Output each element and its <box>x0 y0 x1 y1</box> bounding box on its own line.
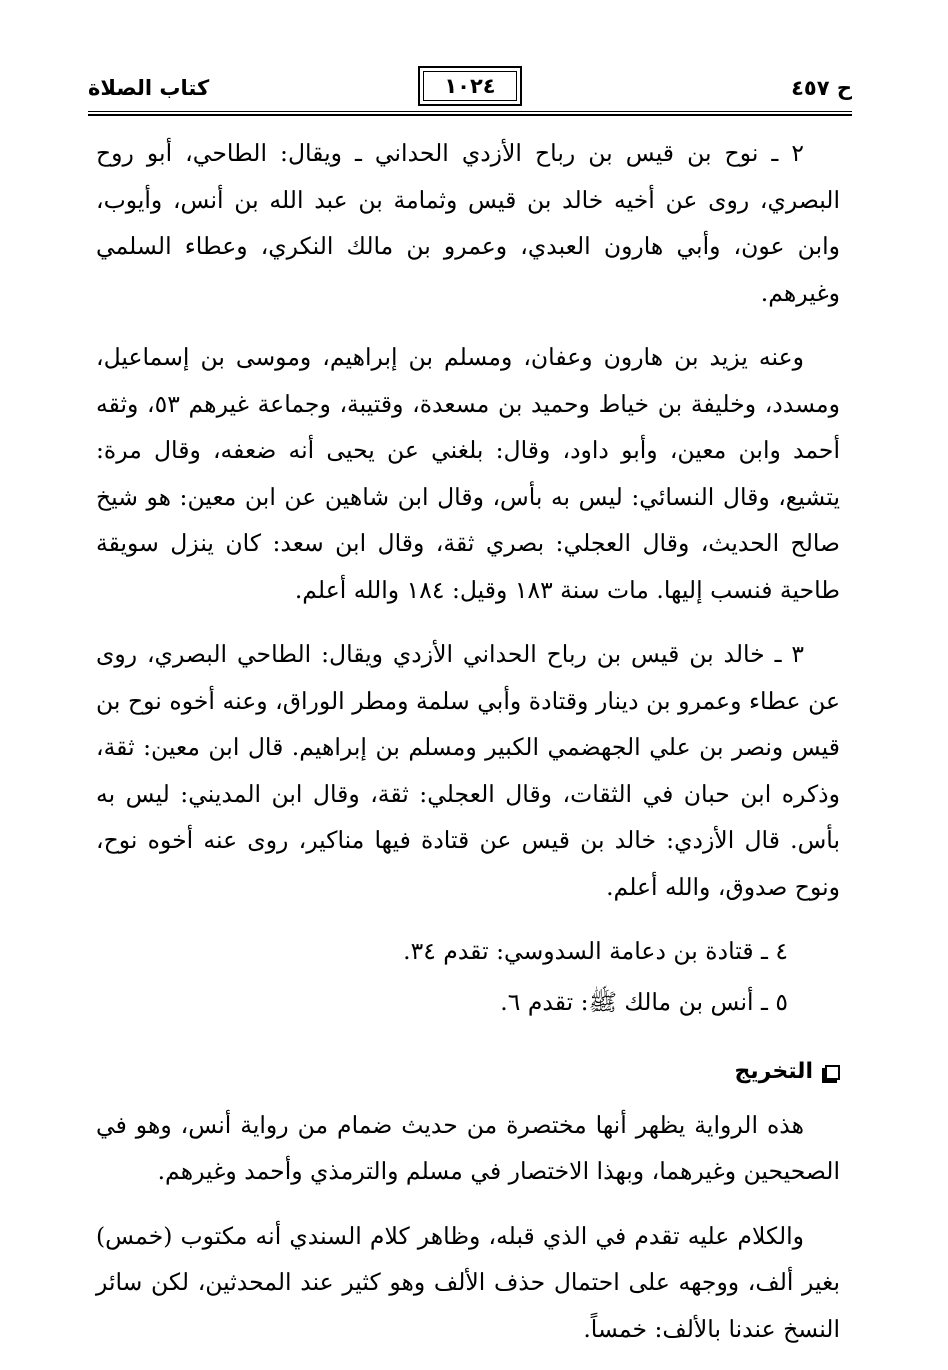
takhrij-paragraph-2: والكلام عليه تقدم في الذي قبله، وظاهر كلام السندي أنه مكتوب (خمس) بغير ألف، ووجهه على احتمال حذف الألف وهو كثير عند المحدثين، لكن سائر النسخ عندنا بالألف: خمساً. <box>96 1221 840 1343</box>
book-title: كتاب الصلاة <box>88 76 210 100</box>
narrator-paragraph-2: ٢ ـ نوح بن قيس بن رباح الأزدي الحداني ـ ويقال: الطاحي، أبو روح البصري، روى عن أخيه خالد بن قيس وثمامة بن عبد الله بن أنس، وأيوب، وابن عون، وأبي هارون العبدي، وعمرو بن مالك النكري، وعطاء السلمي وغيرهم. <box>96 139 840 307</box>
header-divider-thin <box>88 111 852 112</box>
page-number: ١٠٢٤ <box>423 71 517 101</box>
narrator-item-4: ٤ ـ قتادة بن دعامة السدوسي: تقدم ٣٤. <box>403 937 788 965</box>
page-content <box>96 130 840 1370</box>
page-header <box>88 64 852 116</box>
page-number-frame <box>418 66 522 106</box>
section-heading-label: التخريج <box>734 1059 813 1084</box>
header-divider <box>88 114 852 116</box>
narrator-item-5: ٥ ـ أنس بن مالك ﷺ: تقدم ٦. <box>500 987 788 1016</box>
section-heading-takhrij <box>96 1049 840 1096</box>
checkbox-square-icon <box>825 1065 840 1080</box>
hadith-reference: ح ٤٥٧ <box>791 76 852 100</box>
takhrij-paragraph-1: هذه الرواية يظهر أنها مختصرة من حديث ضمام من رواية أنس، وهو في الصحيحين وغيرهما، وبهذا الاختصار في مسلم والترمذي وأحمد وغيرهم. <box>96 1110 840 1185</box>
narrator-paragraph-3: ٣ ـ خالد بن قيس بن رباح الحداني الأزدي ويقال: الطاحي البصري، روى عن عطاء وعمرو بن دينار وقتادة وأبي سلمة ومطر الوراق، وعنه أخوه نوح بن قيس ونصر بن علي الجهضمي الكبير ومسلم بن إبراهيم. قال ابن معين: ثقة، وذكره ابن حبان في الثقات، وقال العجلي: ثقة، وقال ابن المديني: ليس به بأس. قال الأزدي: خالد بن قيس عن قتادة فيها مناكير، روى عنه أخوه نوح، ونوح صدوق، والله أعلم. <box>96 640 840 901</box>
narrator-paragraph-2-continued: وعنه يزيد بن هارون وعفان، ومسلم بن إبراهيم، وموسى بن إسماعيل، ومسدد، وخليفة بن خياط وحميد بن مسعدة، وقتيبة، وجماعة غيرهم ٥٣، وثقه أحمد وابن معين، وأبو داود، وقال: بلغني عن يحيى أنه ضعفه، وقال مرة: يتشيع، وقال النسائي: ليس به بأس، وقال ابن شاهين عن ابن معين: هو شيخ صالح الحديث، وقال العجلي: بصري ثقة، وقال ابن سعد: كان ينزل سويقة طاحية فنسب إليها. مات سنة ١٨٣ وقيل: ١٨٤ والله أعلم. <box>96 343 840 604</box>
